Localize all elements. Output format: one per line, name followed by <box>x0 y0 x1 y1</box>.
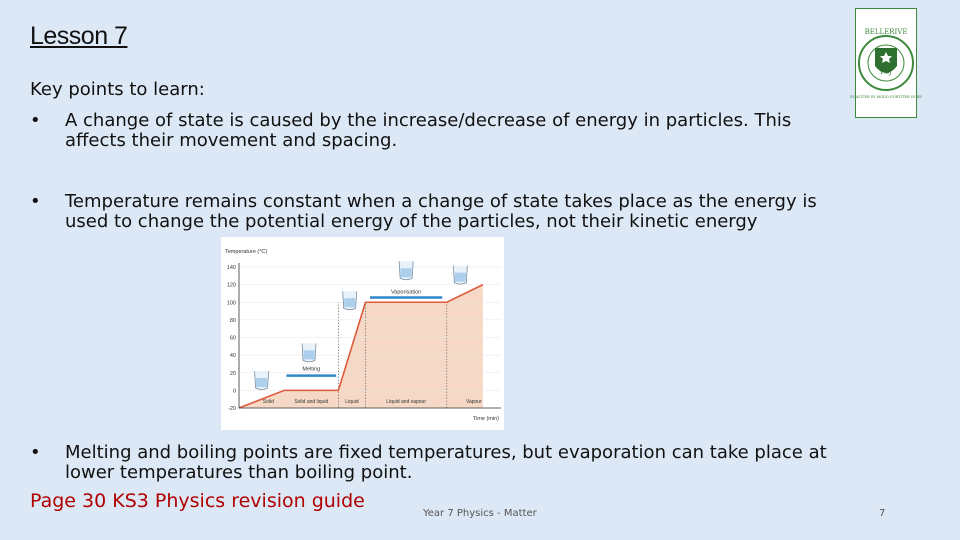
slide-title: Lesson 7 <box>30 22 128 50</box>
bullet-marker: • <box>30 442 41 463</box>
region-label: Liquid and vapour <box>386 399 427 405</box>
curve-area <box>239 285 483 408</box>
y-tick-label: 120 <box>226 282 236 289</box>
school-crest-logo <box>850 8 922 118</box>
beaker-vapour-icon-water <box>455 273 466 282</box>
y-tick-label: 100 <box>226 300 236 307</box>
region-label: Solid <box>262 399 274 405</box>
y-tick-label: -20 <box>228 406 236 412</box>
crest-text-bottom: SUAVITER IN MODO FORTITER IN RE <box>850 95 922 99</box>
heating-curve-chart <box>221 237 504 430</box>
bullet-text: Temperature remains constant when a change of state takes place as the energy is used to change the potential energy of the particles, not their kinetic energy <box>65 191 817 232</box>
bullet-text: A change of state is caused by the increase/decrease of energy in particles. This affects their movement and spacing. <box>65 110 792 151</box>
y-axis-label: Temperature (°C) <box>225 249 268 255</box>
vaporisation-label: Vaporisation <box>391 289 422 296</box>
y-tick-label: 20 <box>229 370 236 377</box>
bullet-text: Melting and boiling points are fixed temperatures, but evaporation can take place at lower temperatures than boiling point. <box>65 442 827 483</box>
y-tick-label: 80 <box>229 317 236 324</box>
beaker-ice-icon-water <box>256 378 267 387</box>
crest-monogram: FCJ <box>880 69 892 76</box>
crest-text-top: BELLERIVE <box>864 28 908 36</box>
bullet-marker: • <box>30 110 41 131</box>
x-axis-label: Time (min) <box>472 416 499 422</box>
y-tick-label: 0 <box>232 388 236 395</box>
region-label: Solid and liquid <box>294 399 329 405</box>
footer-text: Year 7 Physics - Matter <box>423 508 537 519</box>
revision-guide-reference: Page 30 KS3 Physics revision guide <box>30 490 365 512</box>
y-tick-label: 140 <box>226 265 236 271</box>
slide-number: 7 <box>879 508 886 519</box>
beaker-boiling-icon-water <box>401 268 412 277</box>
melting-bar <box>286 374 336 377</box>
melting-label: Melting <box>302 366 321 373</box>
beaker-melting-icon-water <box>304 350 315 359</box>
region-label: Vapour <box>466 399 482 405</box>
vaporisation-bar <box>370 296 442 299</box>
beaker-liquid-icon-water <box>344 298 355 307</box>
y-tick-label: 40 <box>229 353 236 360</box>
bullet-marker: • <box>30 191 41 212</box>
keypoints-heading: Key points to learn: <box>30 79 205 100</box>
region-label: Liquid <box>345 399 359 405</box>
y-tick-label: 60 <box>229 335 236 342</box>
